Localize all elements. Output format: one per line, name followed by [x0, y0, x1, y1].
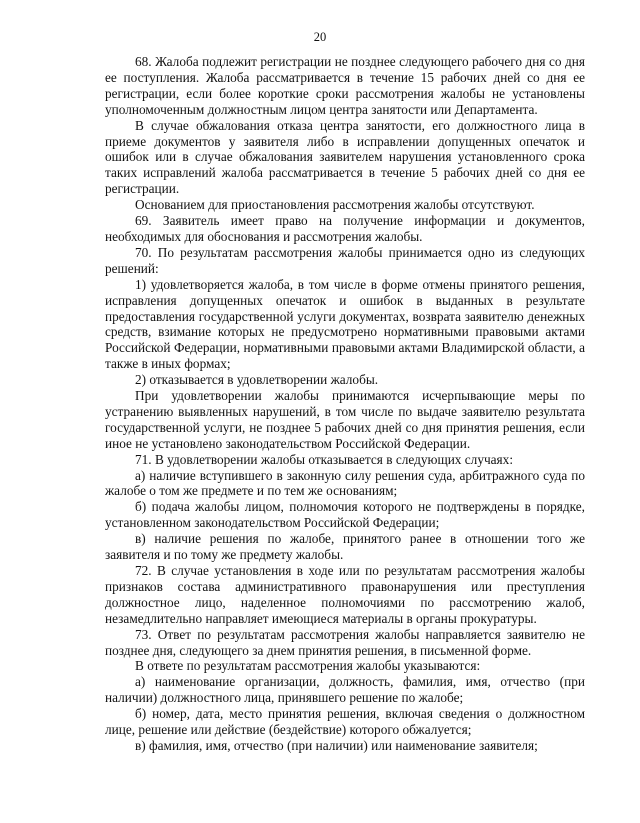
paragraph-71-item-v: в) наличие решения по жалобе, принятого ранее в отношении того же заявителя и по тому же предмету жалобы. [105, 531, 585, 563]
paragraph-72: 72. В случае установления в ходе или по результатам рассмотрения жалобы признаков состава административного правонарушения или преступления должностное лицо, наделенное полномочиями по рассмотрению жалоб, незамедлительно направляет имеющиеся материалы в органы прокуратуры. [105, 563, 585, 626]
paragraph-answer-contents: В ответе по результатам рассмотрения жалобы указываются: [135, 658, 481, 674]
paragraph-70-item-2: 2) отказывается в удовлетворении жалобы. [135, 372, 379, 388]
paragraph-satisfaction-measures: При удовлетворении жалобы принимаются исчерпывающие меры по устранению выявленных нарушений, в том числе по выдаче заявителю результата государственной услуги, не позднее 5 рабочих дней со дня принятия решения, если иное не установлено законодательством Российской Федерации. [105, 388, 585, 451]
paragraph-71: 71. В удовлетворении жалобы отказывается в следующих случаях: [135, 451, 514, 467]
paragraph-answer-item-v: в) фамилия, имя, отчество (при наличии) или наименование заявителя; [135, 737, 538, 753]
paragraph-71-item-b: б) подача жалобы лицом, полномочия которого не подтверждены в порядке, установленном законодательством Российской Федерации; [105, 499, 585, 531]
paragraph-69: 69. Заявитель имеет право на получение информации и документов, необходимых для обоснования и рассмотрения жалобы. [105, 213, 585, 244]
paragraph-suspension-grounds: Основанием для приостановления рассмотрения жалобы отсутствуют. [135, 197, 535, 213]
paragraph-70-item-1: 1) удовлетворяется жалоба, в том числе в форме отмены принятого решения, исправления допущенных опечаток и ошибок в выданных в результате предоставления государственной услуги документах, возврата заявителю денежных средств, взимание которых не предусмотрено нормативными правовыми актами Российской Федерации, нормативными правовыми актами Владимирской области, а также в иных формах; [105, 276, 585, 372]
page-number: 20 [313, 30, 327, 44]
paragraph-68: 68. Жалоба подлежит регистрации не позднее следующего рабочего дня со дня ее поступления. Жалоба рассматривается в течение 15 рабочих дней со дня ее регистрации, если более короткие сроки рассмотрения жалобы не установлены уполномоченным должностным лицом центра занятости или Департамента. [105, 54, 585, 117]
paragraph-73: 73. Ответ по результатам рассмотрения жалобы направляется заявителю не позднее дня, следующего за днем принятия решения, в письменной форме. [105, 626, 585, 658]
paragraph-70: 70. По результатам рассмотрения жалобы принимается одно из следующих решений: [105, 244, 585, 276]
document-body [105, 54, 585, 754]
paragraph-71-item-a: а) наличие вступившего в законную силу решения суда, арбитражного суда по жалобе о том же предмете и по тем же основаниям; [105, 467, 585, 499]
paragraph-answer-item-b: б) номер, дата, место принятия решения, включая сведения о должностном лице, решение или действие (бездействие) которого обжалуется; [105, 706, 585, 738]
paragraph-refusal-appeal: В случае обжалования отказа центра занятости, его должностного лица в приеме документов у заявителя либо в исправлении допущенных опечаток и ошибок или в случае обжалования заявителем нарушения установленного срока таких исправлений жалоба рассматривается в течение 5 рабочих дней со дня ее регистрации. [105, 117, 585, 197]
paragraph-answer-item-a: а) наименование организации, должность, фамилия, имя, отчество (при наличии) должностного лица, принявшего решение по жалобе; [105, 674, 585, 706]
